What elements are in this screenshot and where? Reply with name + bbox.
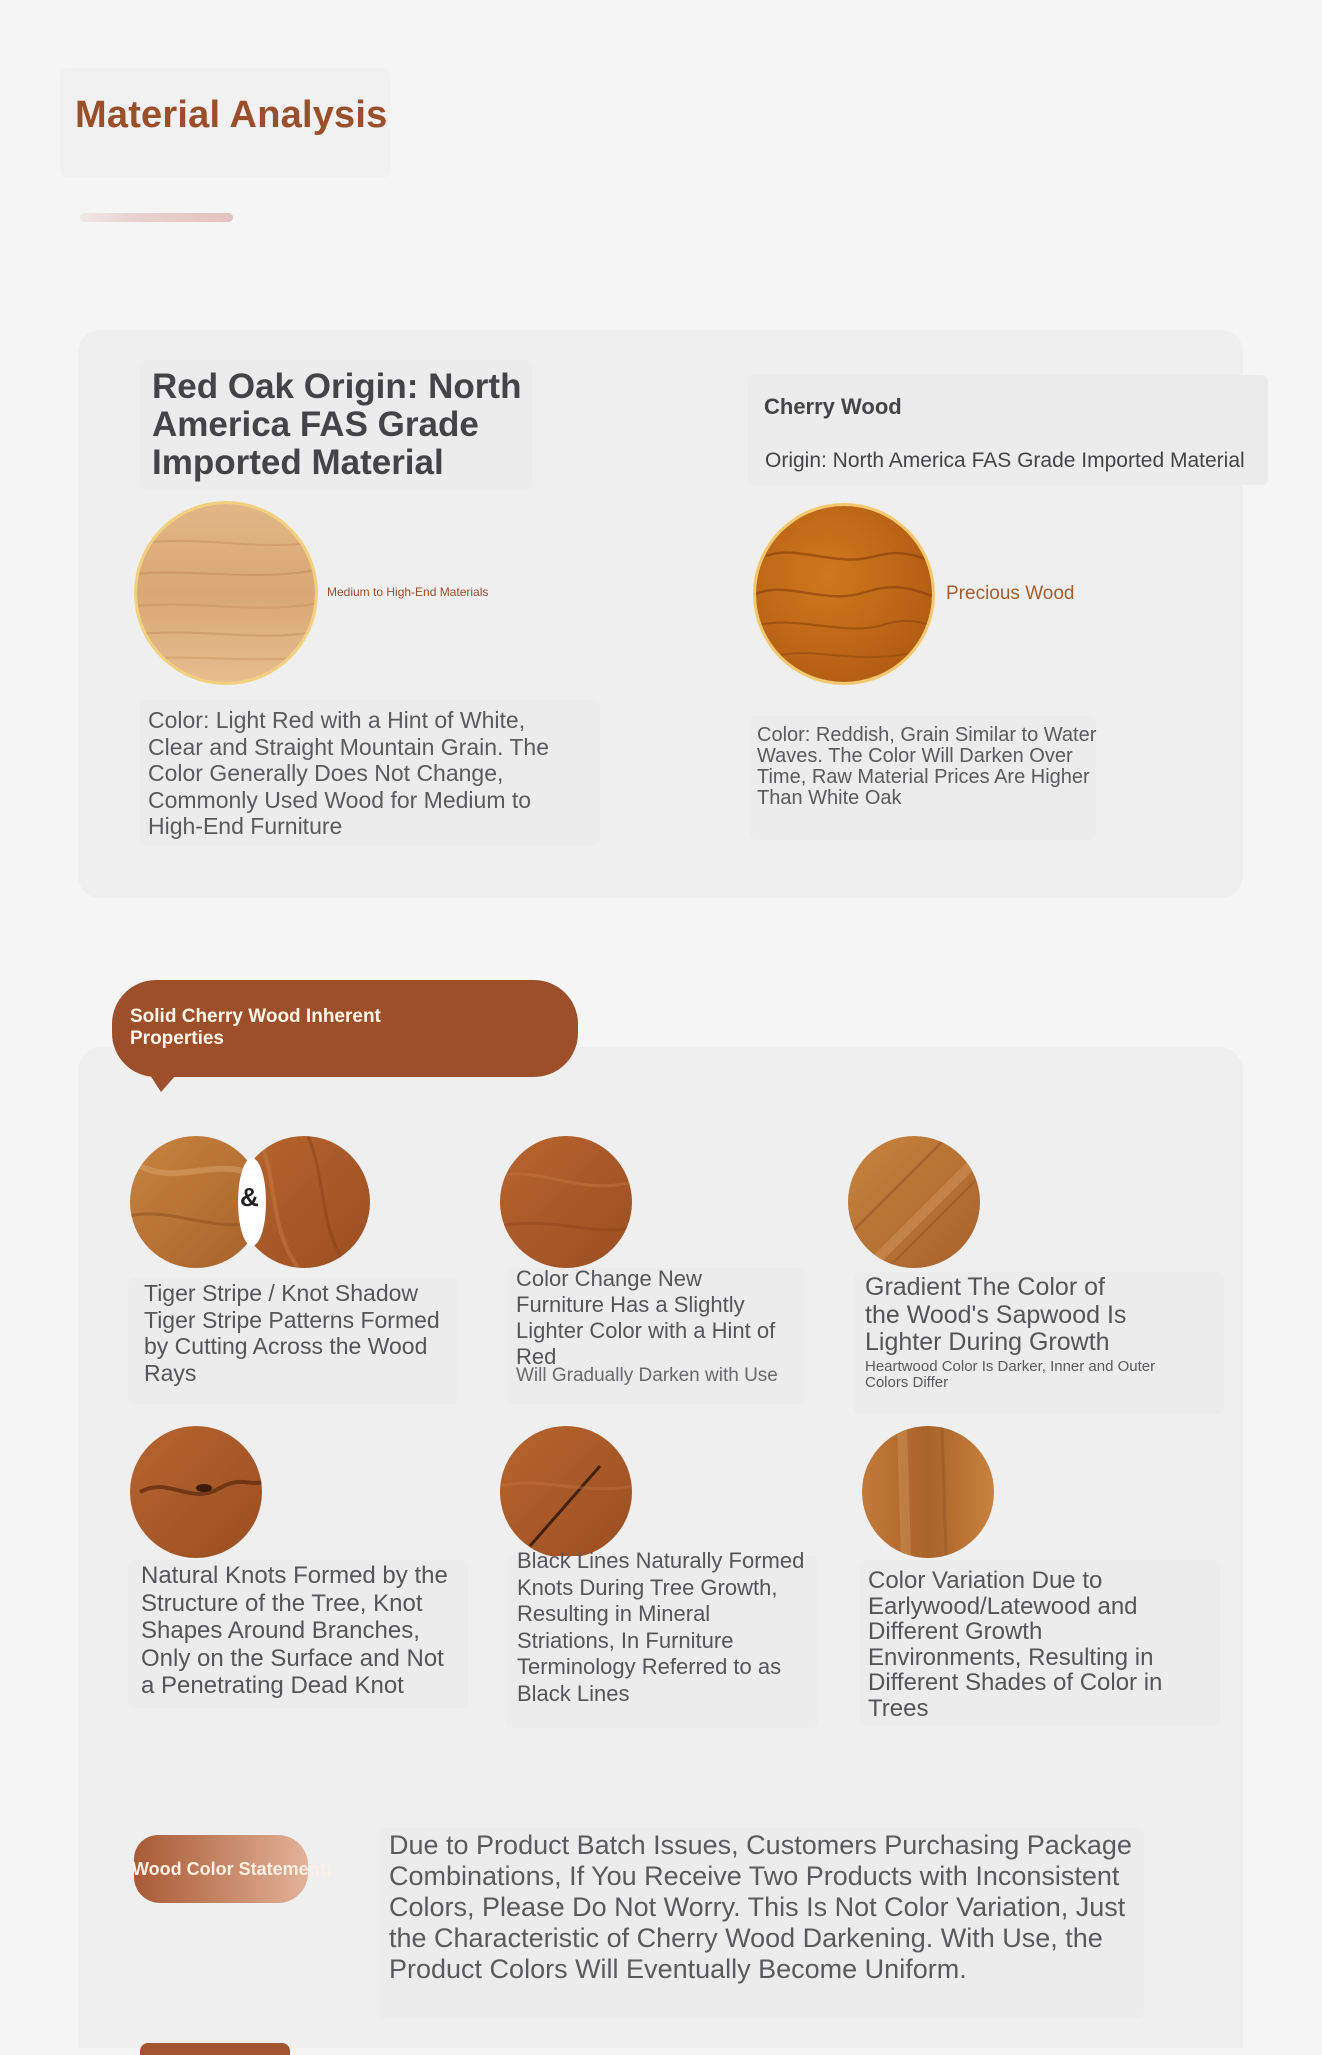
red-oak-description: Color: Light Red with a Hint of White, Clear and Straight Mountain Grain. The Color Generally Does Not Change, Commonly Used Wood for Medium to High-End Furniture [148,707,550,839]
red-oak-badge-label: Medium to High-End Materials [327,585,489,599]
page-title-block [60,68,390,178]
red-oak-badge [318,568,518,618]
gradient-subtitle: Heartwood Color Is Darker, Inner and Outer Colors Differ [865,1358,1156,1391]
property-item-color-change [500,1134,820,1414]
color-change-subtitle: Will Gradually Darken with Use [516,1365,778,1386]
property-item-color-variation [860,1424,1230,1734]
properties-section-label-text: Solid Cherry Wood Inherent Properties [130,1006,381,1049]
next-section-pill-edge [140,2043,290,2055]
properties-section-label [112,980,578,1077]
tiger-stripe-text: Tiger Stripe / Knot Shadow Tiger Stripe Patterns Formed by Cutting Across the Wood Rays [144,1280,440,1386]
property-item-black-lines [500,1424,820,1734]
property-item-tiger-stripe [128,1134,468,1404]
cherry-sample-image [756,506,932,682]
color-change-title: Color Change New Furniture Has a Slightly Lighter Color with a Hint of Red [516,1266,776,1369]
cherry-heading: Cherry Wood [764,394,902,419]
gradient-image [848,1136,980,1268]
gradient-title: Gradient The Color of the Wood's Sapwood Is Lighter During Growth [865,1273,1127,1356]
color-variation-text: Color Variation Due to Earlywood/Latewood and Different Growth Environments, Resulting in Different Shades of Color in Trees [868,1567,1163,1722]
ampersand-symbol: & [240,1182,259,1212]
property-item-natural-knots [128,1424,468,1724]
statement-label: Wood Color Statement: [132,1859,332,1879]
black-lines-image [500,1426,632,1558]
page-title: Material Analysis [75,94,388,136]
cherry-description: Color: Reddish, Grain Similar to Water Waves. The Color Will Darken Over Time, Raw Material Prices Are Higher Than White Oak [757,724,1097,809]
cherry-origin: Origin: North America FAS Grade Imported Material [765,449,1245,472]
cherry-badge [936,570,1106,620]
color-variation-image [862,1426,994,1558]
natural-knots-text: Natural Knots Formed by the Structure of the Tree, Knot Shapes Around Branches, Only on the Surface and Not a Penetrating Dead Knot [141,1562,448,1699]
black-lines-text: Black Lines Naturally Formed Knots During Tree Growth, Resulting in Mineral Striations, In Furniture Terminology Referred to as Black Lines [517,1548,805,1706]
statement-text: Due to Product Batch Issues, Customers Purchasing Package Combinations, If You Receive Two Products with Inconsistent Colors, Please Do Not Worry. This Is Not Color Variation, Just the Characteristic of Cherry Wood Darkening. With Use, the Product Colors Will Eventually Become Uniform. [389,1830,1132,1984]
cherry-badge-label: Precious Wood [946,583,1075,604]
color-change-image [500,1136,632,1268]
title-accent-bar [80,213,233,222]
natural-knots-image [130,1426,262,1558]
property-item-gradient [848,1134,1228,1414]
red-oak-sample-image [137,504,315,682]
red-oak-heading: Red Oak Origin: North America FAS Grade Imported Material [152,367,522,482]
callout-tail [150,1075,176,1093]
